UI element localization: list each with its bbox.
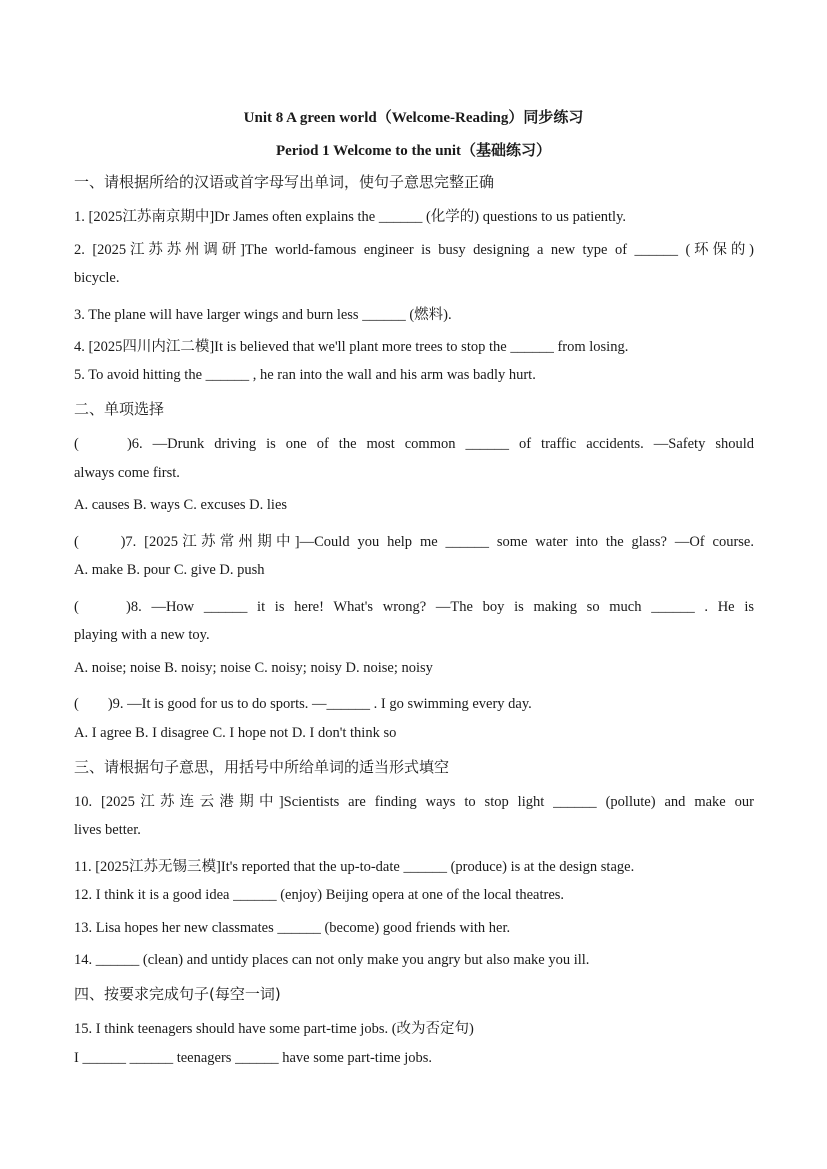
question-line: I ______ ______ teenagers ______ have some part-time jobs. bbox=[74, 1050, 432, 1066]
question-line: ( )6. —Drunk driving is one of the most common ______ of traffic accidents. —Safety should bbox=[74, 436, 754, 452]
question-line: 11. [2025江苏无锡三模]It's reported that the up-to-date ______ (produce) is at the design stage. bbox=[74, 859, 635, 875]
question-line: ( )8. —How ______ it is here! What's wrong? —The boy is making so much ______ . He is bbox=[74, 599, 754, 615]
question-line: 5. To avoid hitting the ______ , he ran into the wall and his arm was badly hurt. bbox=[74, 367, 536, 383]
question-line: 3. The plane will have larger wings and burn less ______ (燃料). bbox=[74, 307, 452, 323]
section-heading: 三、请根据句子意思，用括号中所给单词的适当形式填空 bbox=[74, 758, 450, 776]
option-line: A. noise; noise B. noisy; noise C. noisy; noisy D. noise; noisy bbox=[74, 660, 433, 676]
option-line: A. make B. pour C. give D. push bbox=[74, 562, 265, 578]
question-line: always come first. bbox=[74, 465, 180, 481]
question-line: 12. I think it is a good idea ______ (enjoy) Beijing opera at one of the local theatres. bbox=[74, 887, 565, 903]
question-line: ( )7. [2025江苏常州期中]—Could you help me ______ some water into the glass? —Of course. bbox=[74, 534, 754, 550]
section-heading: 二、单项选择 bbox=[74, 400, 165, 418]
question-line: 13. Lisa hopes her new classmates ______ (become) good friends with her. bbox=[74, 920, 511, 936]
question-line: playing with a new toy. bbox=[74, 627, 210, 643]
question-line: 2. [2025江苏苏州调研]The world-famous engineer is busy designing a new type of ______ (环保的) bbox=[74, 242, 754, 258]
question-line: ( )9. —It is good for us to do sports. —______ . I go swimming every day. bbox=[74, 696, 532, 712]
section-heading: 四、按要求完成句子(每空一词) bbox=[74, 985, 281, 1003]
question-line: 14. ______ (clean) and untidy places can not only make you angry but also make you ill. bbox=[74, 952, 590, 968]
question-line: 10. [2025江苏连云港期中]Scientists are finding ways to stop light ______ (pollute) and make our bbox=[74, 794, 754, 810]
option-line: A. I agree B. I disagree C. I hope not D. I don't think so bbox=[74, 725, 397, 741]
page-title: Unit 8 A green world（Welcome-Reading）同步练习 bbox=[243, 110, 584, 126]
question-line: lives better. bbox=[74, 822, 141, 838]
question-line: 4. [2025四川内江二模]It is believed that we'll plant more trees to stop the ______ from losing. bbox=[74, 339, 629, 355]
question-line: 1. [2025江苏南京期中]Dr James often explains the ______ (化学的) questions to us patiently. bbox=[74, 209, 626, 225]
section-heading: 一、请根据所给的汉语或首字母写出单词，使句子意思完整正确 bbox=[74, 173, 495, 191]
option-line: A. causes B. ways C. excuses D. lies bbox=[74, 497, 288, 513]
question-line: bicycle. bbox=[74, 270, 120, 286]
page-subtitle: Period 1 Welcome to the unit（基础练习） bbox=[275, 143, 552, 159]
question-line: 15. I think teenagers should have some part-time jobs. (改为否定句) bbox=[74, 1021, 474, 1037]
